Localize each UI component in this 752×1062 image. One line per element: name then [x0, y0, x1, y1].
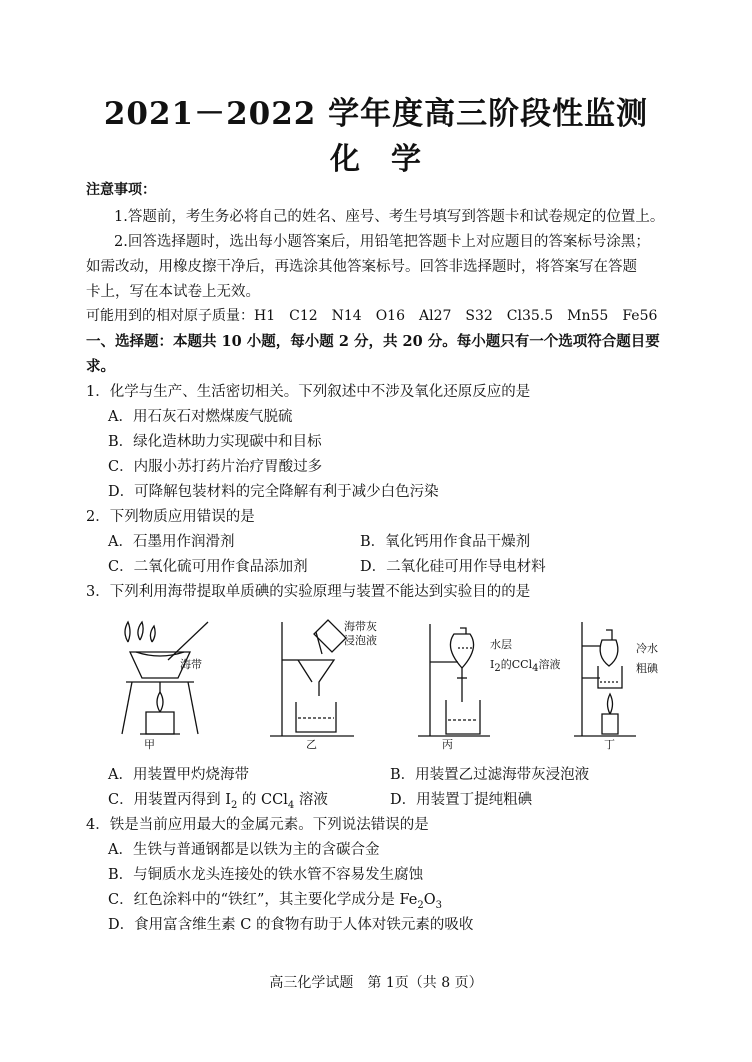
q3-stem: 3．下列利用海带提取单质碘的实验原理与装置不能达到实验目的的是 — [86, 584, 531, 600]
q4-option-c: C．红色涂料中的“铁红”，其主要化学成分是 $Fe_2O_3$ — [108, 892, 443, 911]
q2-option-d: D．二氧化硅可用作导电材料 — [360, 559, 546, 575]
q1-option-d: D．可降解包装材料的完全降解有利于减少白色污染 — [108, 484, 439, 500]
label-shuiceng: 水层 — [490, 638, 512, 651]
atomic-masses: 可能用到的相对原子质量：H1 C12 N14 O16 Al27 S32 Cl35.5 Mn55 Fe56 — [86, 308, 658, 324]
q1-stem: 1．化学与生产、生活密切相关。下列叙述中不涉及氧化还原反应的是 — [86, 384, 531, 400]
page-footer: 高三化学试题 第 1页（共 8 页） — [269, 975, 483, 991]
label-yi: 乙 — [306, 738, 317, 751]
label-haidaihui: 海带灰 — [344, 620, 377, 633]
q1-option-c: C．内服小苏打药片治疗胃酸过多 — [108, 459, 323, 475]
note-2-line-2: 如需改动，用橡皮擦干净后，再选涂其他答案标号。回答非选择题时，将答案写在答题 — [86, 259, 637, 275]
subject-title — [0, 134, 752, 178]
q4-option-b: B．与铜质水龙头连接处的铁水管不容易发生腐蚀 — [108, 867, 424, 883]
q3-option-b: B．用装置乙过滤海带灰浸泡液 — [390, 767, 590, 783]
label-lengshui: 冷水 — [636, 642, 658, 655]
q4-stem: 4．铁是当前应用最大的金属元素。下列说法错误的是 — [86, 817, 429, 833]
q2-stem: 2．下列物质应用错误的是 — [86, 509, 255, 525]
subject-char-2: 学 — [391, 142, 422, 177]
subject-char-1: 化 — [330, 142, 361, 177]
note-1: 1.答题前，考生务必将自己的姓名、座号、考生号填写到答题卡和试卷规定的位置上。 — [114, 209, 665, 225]
q2-option-b: B．氧化钙用作食品干燥剂 — [360, 534, 531, 550]
apparatus-jia — [110, 612, 220, 752]
label-jia: 甲 — [144, 738, 155, 751]
label-haidai: 海带 — [180, 658, 202, 671]
section-1-line-1: 一、选择题：本题共 10 小题，每小题 2 分，共 20 分。每小题只有一个选项符合题目要 — [86, 333, 660, 350]
label-i2-ccl4: $I_2$的CCl$_4$溶液 — [490, 658, 561, 675]
q3-option-c: C．用装置丙得到 $I_2$ 的 CCl$_4$ 溶液 — [108, 792, 328, 811]
label-ding: 丁 — [604, 738, 615, 751]
label-jinpaoye: 浸泡液 — [344, 634, 377, 647]
q3-option-d: D．用装置丁提纯粗碘 — [390, 792, 533, 808]
label-cudian: 粗碘 — [636, 662, 658, 675]
apparatus-bing — [414, 618, 494, 744]
notes-heading: 注意事项： — [86, 182, 156, 198]
note-2-line-1: 2.回答选择题时，选出每小题答案后，用铅笔把答题卡上对应题目的答案标号涂黑； — [114, 234, 650, 250]
q1-option-a: A．用石灰石对燃煤废气脱硫 — [108, 409, 293, 425]
exam-title: 2021－2022 学年度高三阶段性监测 — [103, 96, 649, 132]
apparatus-ding — [572, 616, 644, 744]
note-2-line-3: 卡上，写在本试卷上无效。 — [86, 284, 260, 300]
q2-option-a: A．石墨用作润滑剂 — [108, 534, 235, 550]
q1-option-b: B．绿化造林助力实现碳中和目标 — [108, 434, 322, 450]
q2-option-c: C．二氧化硫可用作食品添加剂 — [108, 559, 308, 575]
label-bing: 丙 — [442, 738, 453, 751]
q3-option-a: A．用装置甲灼烧海带 — [108, 767, 249, 783]
q4-option-a: A．生铁与普通钢都是以铁为主的含碳合金 — [108, 842, 380, 858]
section-1-line-2: 求。 — [86, 358, 115, 375]
q4-option-d: D．食用富含维生素 C 的食物有助于人体对铁元素的吸收 — [108, 917, 474, 933]
